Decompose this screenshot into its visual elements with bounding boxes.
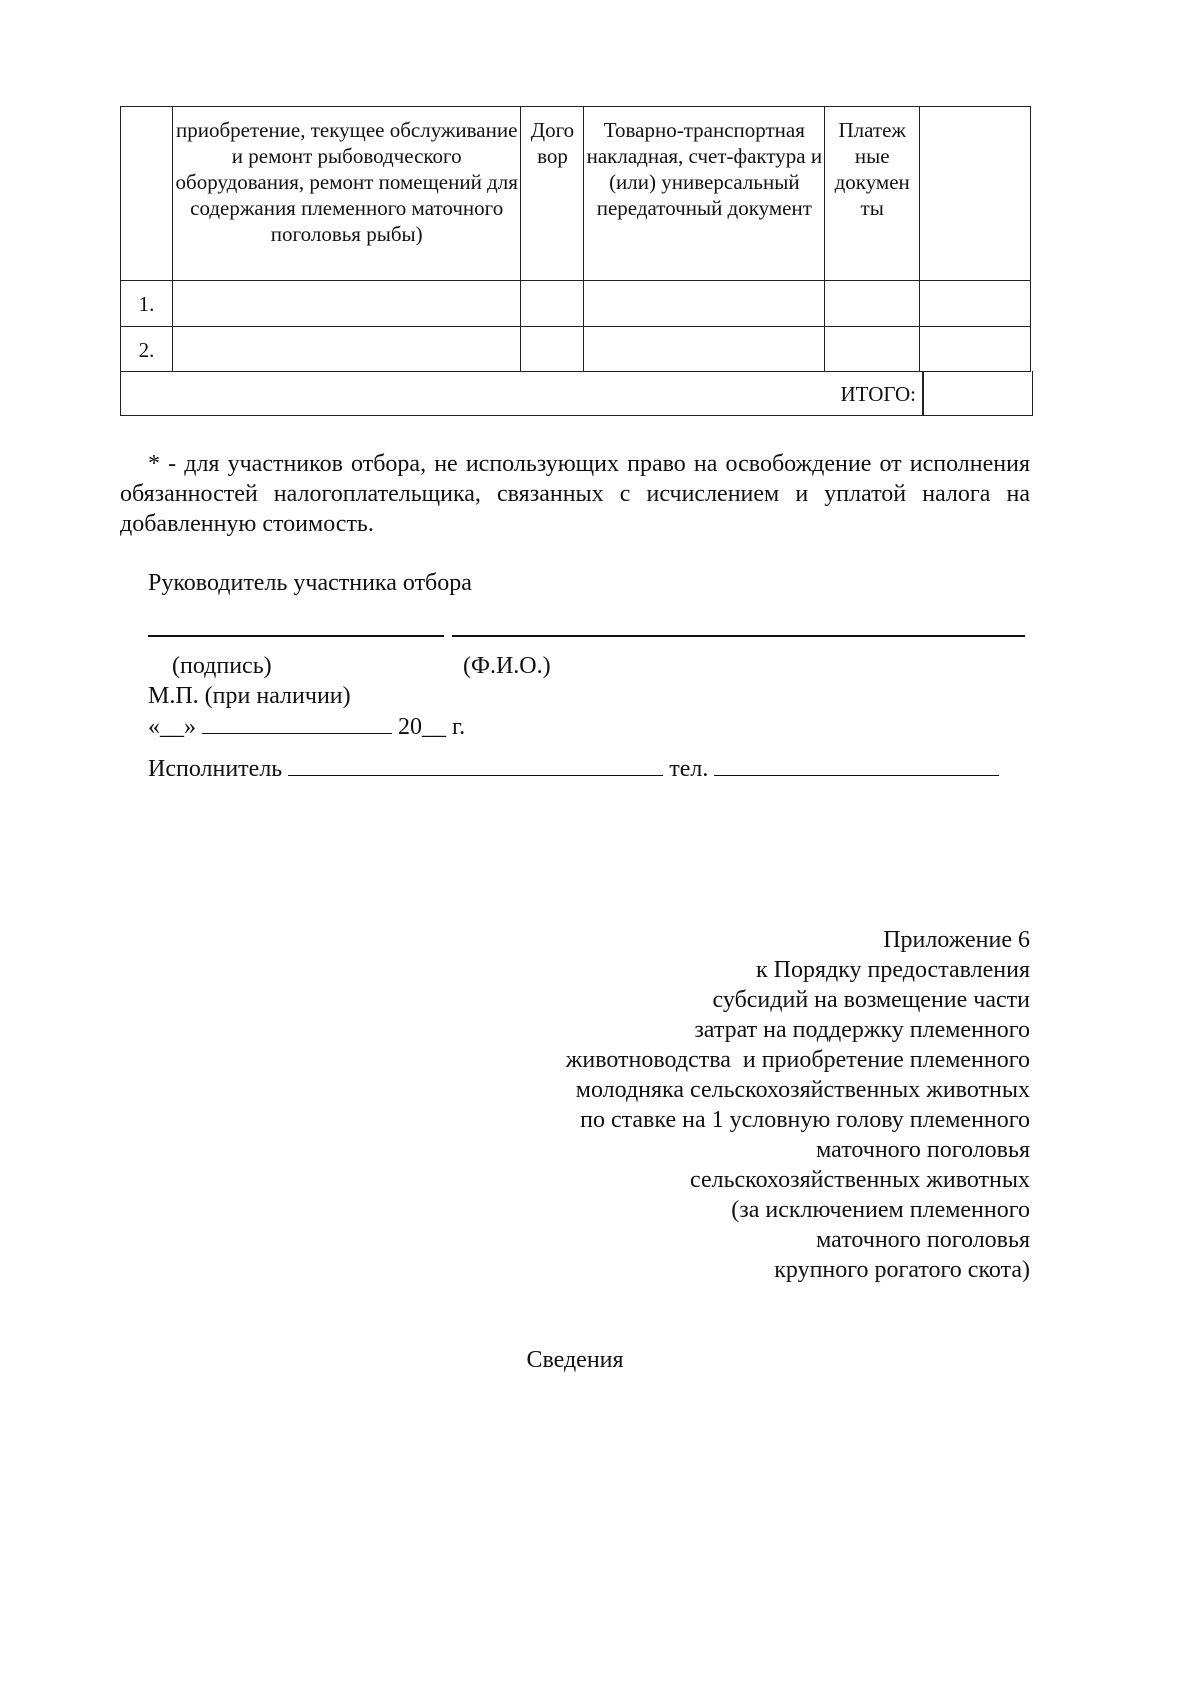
appendix-line: по ставке на 1 условную голову племенного [580, 1107, 1030, 1133]
cell [521, 281, 584, 327]
appendix-line: маточного поголовья [816, 1137, 1030, 1163]
executor-line [148, 753, 999, 784]
cell [172, 327, 521, 372]
table-row [121, 327, 1031, 372]
cell [920, 281, 1031, 327]
cell [825, 281, 920, 327]
signature-line [148, 635, 444, 637]
table-header-row [121, 107, 1031, 281]
appendix-line: сельскохозяйственных животных [690, 1167, 1030, 1193]
signature-caption: (подпись) [172, 653, 272, 679]
name-caption: (Ф.И.О.) [463, 653, 551, 679]
cell [584, 327, 825, 372]
header-cell-expense-type: приобретение, текущее обслуживание и ремонт рыбоводческого оборудования, ремонт помещений для содержания племенного маточного поголовья рыбы) [172, 107, 521, 281]
header-cell-contract: Дого вор [521, 107, 584, 281]
row-number: 1. [121, 281, 173, 327]
cell [825, 327, 920, 372]
stamp-label: М.П. (при наличии) [148, 683, 351, 709]
appendix-line: к Порядку предоставления [755, 957, 1030, 983]
appendix-header [566, 925, 1030, 1285]
appendix-line: животноводства и приобретение племенного [565, 1047, 1030, 1073]
date-line [148, 711, 465, 742]
appendix-line: (за исключением племенного [731, 1197, 1030, 1223]
head-label: Руководитель участника отбора [148, 570, 472, 596]
header-cell-number [121, 107, 173, 281]
cell [521, 327, 584, 372]
header-cell-invoice: Товарно-транспортная накладная, счет-фактура и (или) универсальный передаточный документ [584, 107, 825, 281]
footnote-text: * - для участников отбора, не использующих право на освобождение от исполнения обязанностей налогоплательщика, связанных с исчислением и уплатой налога на добавленную стоимость. [120, 451, 1030, 537]
appendix-line: затрат на поддержку племенного [694, 1017, 1030, 1043]
appendix-line: крупного рогатого скота) [774, 1257, 1030, 1283]
cell [920, 327, 1031, 372]
total-divider [922, 371, 924, 416]
appendix-line: молодняка сельскохозяйственных животных [575, 1077, 1030, 1103]
phone-blank [714, 753, 999, 776]
expenses-table [120, 106, 1031, 372]
header-cell-extra [920, 107, 1031, 281]
header-cell-payment-docs: Платеж ные докумен ты [825, 107, 920, 281]
cell [172, 281, 521, 327]
footnote [120, 449, 1030, 539]
total-row [120, 371, 1033, 416]
appendix-line: Приложение 6 [883, 927, 1030, 953]
cell [584, 281, 825, 327]
appendix-line: маточного поголовья [816, 1227, 1030, 1253]
appendix-line: субсидий на возмещение части [712, 987, 1030, 1013]
table-row [121, 281, 1031, 327]
date-month-blank [202, 711, 392, 734]
name-line [452, 635, 1025, 637]
date-day: «__» [148, 714, 196, 740]
total-label: ИТОГО: [840, 382, 916, 406]
date-year: 20__ г. [398, 714, 466, 740]
executor-label: Исполнитель [148, 756, 283, 782]
phone-label: тел. [669, 756, 709, 782]
executor-blank [288, 753, 663, 776]
section-title: Сведения [526, 1347, 624, 1373]
row-number: 2. [121, 327, 173, 372]
